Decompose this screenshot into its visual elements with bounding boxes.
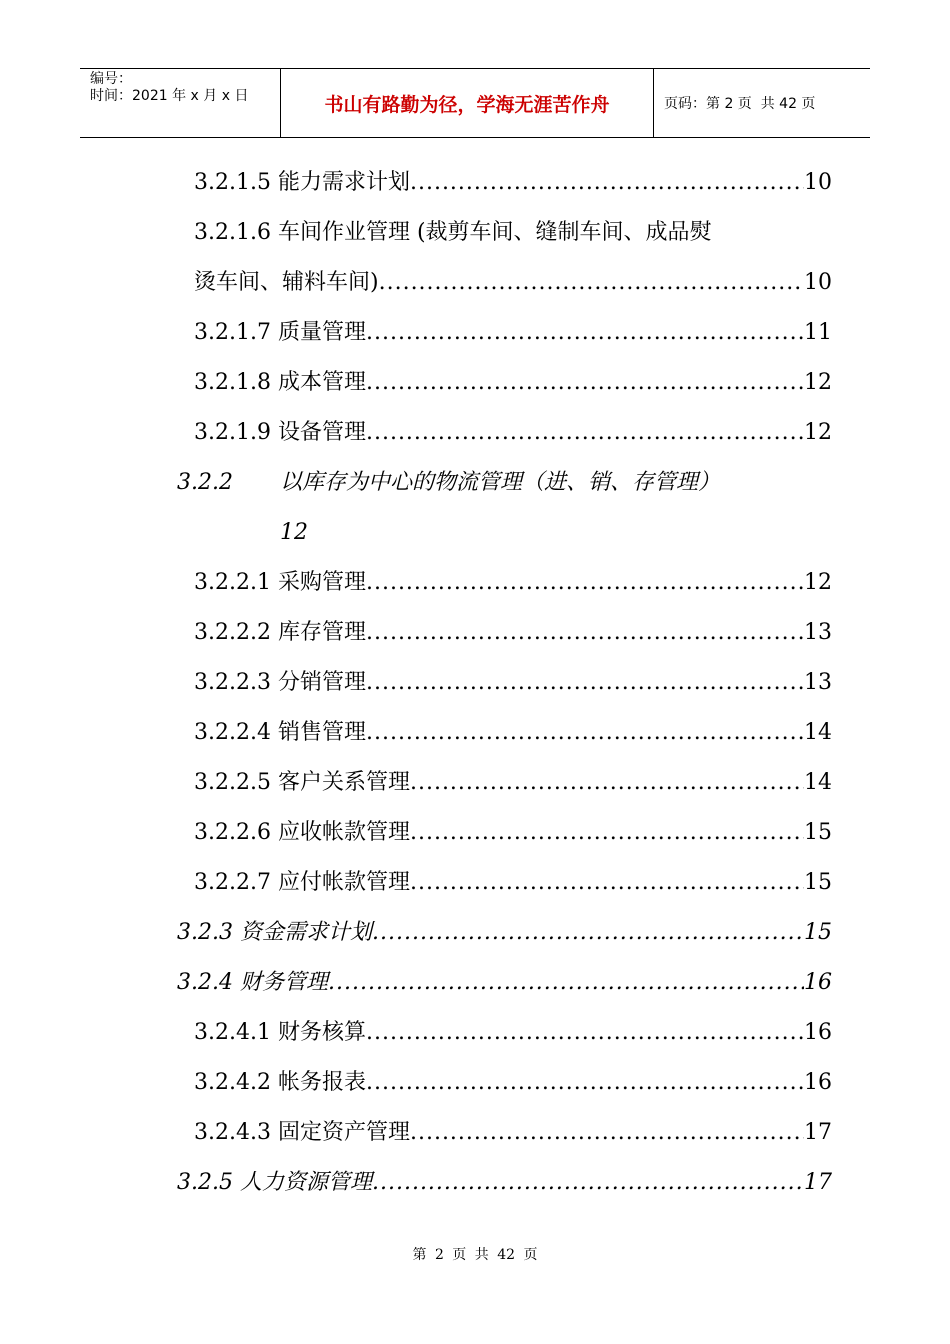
toc-entry[interactable] (194, 708, 832, 758)
header-page-info-text: 页码：第 2 页 共 42 页 (664, 96, 816, 112)
toc-leader-dots (366, 358, 804, 408)
toc-entry[interactable] (194, 1058, 832, 1108)
toc-entry-page: 16 (804, 1020, 832, 1045)
toc-entry-page: 13 (804, 620, 832, 645)
toc-entry-section[interactable] (177, 908, 832, 958)
toc-entry-title: 3.2.2.7 应付帐款管理 (194, 858, 410, 908)
document-date-label: 时间：2021 年 x 月 x 日 (90, 88, 249, 104)
toc-entry-title: 3.2.4.3 固定资产管理 (194, 1108, 410, 1158)
header-meta (80, 69, 281, 137)
toc-section-title[interactable]: 以库存为中心的物流管理（进、销、存管理） (280, 470, 721, 495)
toc-entry-title: 3.2.4 财务管理 (177, 958, 328, 1008)
header-motto: 书山有路勤为径，学海无涯苦作舟 (281, 69, 654, 137)
toc-entry-title: 3.2.2.3 分销管理 (194, 658, 366, 708)
toc-leader-dots (366, 658, 804, 708)
toc-entry-title: 3.2.1.8 成本管理 (194, 358, 366, 408)
document-number-label: 编号： (90, 71, 132, 87)
header-page-info (654, 69, 870, 137)
toc-entry-title: 3.2.2.5 客户关系管理 (194, 758, 410, 808)
toc-entry[interactable] (194, 558, 832, 608)
toc-entry-title: 3.2.2.2 库存管理 (194, 608, 366, 658)
toc-entry[interactable] (194, 858, 832, 908)
toc-leader-dots (366, 608, 804, 658)
toc-entry-page: 16 (804, 970, 832, 995)
toc-entry-title: 3.2.2.1 采购管理 (194, 558, 366, 608)
toc-entry-page: 17 (804, 1120, 832, 1145)
toc-entry-title: 3.2.4.1 财务核算 (194, 1008, 366, 1058)
toc-entry[interactable] (194, 608, 832, 658)
toc-entry[interactable] (194, 758, 832, 808)
toc-entry[interactable] (194, 658, 832, 708)
toc-entry-title: 3.2.1.5 能力需求计划 (194, 158, 410, 208)
toc-entry-section[interactable] (177, 958, 832, 1008)
toc-section-page: 12 (280, 520, 308, 545)
toc-leader-dots (366, 558, 804, 608)
toc-entry-page: 11 (804, 320, 832, 345)
toc-entry-title: 3.2.1.9 设备管理 (194, 408, 366, 458)
toc-entry-page: 10 (804, 170, 832, 195)
toc-entry-page: 12 (804, 570, 832, 595)
toc-leader-dots (366, 1008, 804, 1058)
toc-entry-page: 10 (804, 270, 832, 295)
toc-leader-dots (366, 708, 804, 758)
toc-entry-title: 3.2.4.2 帐务报表 (194, 1058, 366, 1108)
toc-entry-page: 14 (804, 770, 832, 795)
toc-leader-dots (410, 1108, 804, 1158)
toc-leader-dots (366, 308, 804, 358)
toc-entry-page: 17 (804, 1170, 832, 1195)
toc-leader-dots (410, 758, 804, 808)
toc-leader-dots (410, 158, 804, 208)
toc-entry-title: 烫车间、辅料车间) (194, 258, 379, 308)
toc-entry-title: 3.2.3 资金需求计划 (177, 908, 372, 958)
toc-entry-title: 3.2.2.4 销售管理 (194, 708, 366, 758)
page-header (80, 68, 870, 138)
toc-entry-page: 15 (804, 920, 832, 945)
toc-entry-title: 3.2.1.7 质量管理 (194, 308, 366, 358)
toc-entry-page: 12 (804, 370, 832, 395)
toc-leader-dots (379, 258, 804, 308)
toc-leader-dots (410, 808, 804, 858)
toc-entry-section[interactable] (177, 1158, 832, 1208)
toc-leader-dots (328, 958, 804, 1008)
toc-entry-page: 14 (804, 720, 832, 745)
toc-entry-title: 3.2.2.6 应收帐款管理 (194, 808, 410, 858)
toc-entry-page: 16 (804, 1070, 832, 1095)
toc-section-number[interactable]: 3.2.2 (177, 470, 233, 495)
toc-entry[interactable] (194, 308, 832, 358)
toc-entry[interactable] (194, 358, 832, 408)
toc-entry[interactable] (194, 158, 832, 208)
toc-entry-page: 15 (804, 870, 832, 895)
toc-entry-page: 13 (804, 670, 832, 695)
toc-leader-dots (372, 908, 804, 958)
toc-leader-dots (366, 1058, 804, 1108)
toc-leader-dots (410, 858, 804, 908)
toc-entry[interactable] (194, 258, 832, 308)
toc-entry-title: 3.2.5 人力资源管理 (177, 1158, 372, 1208)
toc-entry[interactable] (194, 1108, 832, 1158)
toc-leader-dots (372, 1158, 804, 1208)
page-footer: 第 2 页 共 42 页 (412, 1247, 538, 1263)
toc-entry-title-line1[interactable]: 3.2.1.6 车间作业管理 (裁剪车间、缝制车间、成品熨 (194, 220, 712, 245)
toc-entry-page: 15 (804, 820, 832, 845)
toc-entry[interactable] (194, 1008, 832, 1058)
toc-entry-page: 12 (804, 420, 832, 445)
toc-leader-dots (366, 408, 804, 458)
toc-entry[interactable] (194, 808, 832, 858)
toc-entry[interactable] (194, 408, 832, 458)
